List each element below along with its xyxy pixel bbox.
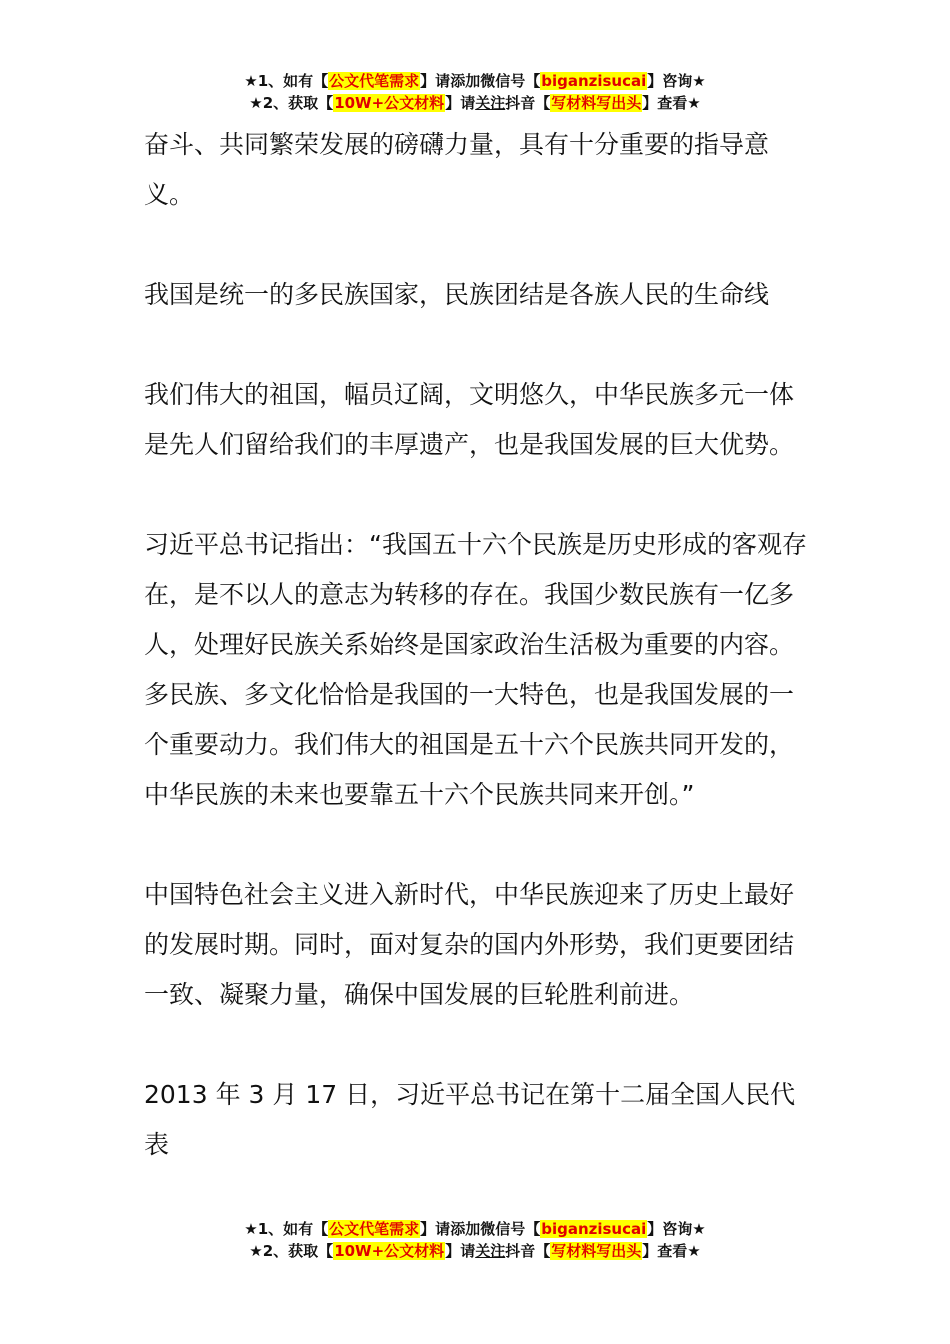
banner-text: ★2、获取【 bbox=[249, 1242, 334, 1260]
banner-highlight: 公文代笔需求 bbox=[329, 1220, 420, 1238]
banner-line-2 bbox=[0, 1240, 950, 1262]
banner-text: 】咨询★ bbox=[647, 72, 706, 90]
banner-text: 】查看★ bbox=[642, 1242, 701, 1260]
banner-text: 】查看★ bbox=[642, 94, 701, 112]
banner-emphasis: 关注 bbox=[475, 94, 506, 112]
banner-text: 】咨询★ bbox=[647, 1220, 706, 1238]
banner-line-2 bbox=[0, 92, 950, 114]
banner-text: 】请 bbox=[420, 1220, 451, 1238]
banner-text: ★2、获取【 bbox=[249, 94, 334, 112]
paragraph: 习近平总书记指出：“我国五十六个民族是历史形成的客观存在，是不以人的意志为转移的存在。我国少数民族有一亿多人，处理好民族关系始终是国家政治生活极为重要的内容。多民族、多文化恰恰是我国的一大特色，也是我国发展的一个重要动力。我们伟大的祖国是五十六个民族共同开发的，中华民族的未来也要靠五十六个民族共同来开创。” bbox=[144, 530, 807, 809]
paragraph: 中国特色社会主义进入新时代，中华民族迎来了历史上最好的发展时期。同时，面对复杂的国内外形势，我们更要团结一致、凝聚力量，确保中国发展的巨轮胜利前进。 bbox=[144, 880, 795, 1009]
banner-highlight: 写材料写出头 bbox=[551, 1242, 642, 1260]
document-body bbox=[144, 120, 814, 1170]
banner-text: ★1、如有【 bbox=[244, 1220, 329, 1238]
footer-banner bbox=[0, 1218, 950, 1262]
banner-text: 抖音【 bbox=[505, 94, 551, 112]
paragraph: 2013 年 3 月 17 日，习近平总书记在第十二届全国人民代表 bbox=[144, 1080, 796, 1159]
banner-emphasis: 添加 bbox=[450, 72, 481, 90]
banner-text: 微信号【 bbox=[480, 1220, 541, 1238]
banner-line-1 bbox=[0, 70, 950, 92]
paragraph: 奋斗、共同繁荣发展的磅礴力量，具有十分重要的指导意义。 bbox=[144, 130, 770, 209]
banner-text: 】请 bbox=[445, 94, 476, 112]
banner-highlight: 写材料写出头 bbox=[551, 94, 642, 112]
banner-highlight: biganzisucai bbox=[541, 72, 647, 90]
banner-highlight: biganzisucai bbox=[541, 1220, 647, 1238]
banner-emphasis: 关注 bbox=[475, 1242, 506, 1260]
banner-highlight: 10W+公文材料 bbox=[334, 94, 445, 112]
header-banner bbox=[0, 70, 950, 114]
banner-highlight: 公文代笔需求 bbox=[329, 72, 420, 90]
banner-text: 】请 bbox=[420, 72, 451, 90]
banner-text: 抖音【 bbox=[505, 1242, 551, 1260]
banner-text: ★1、如有【 bbox=[244, 72, 329, 90]
paragraph: 我们伟大的祖国，幅员辽阔，文明悠久，中华民族多元一体是先人们留给我们的丰厚遗产，也是我国发展的巨大优势。 bbox=[144, 380, 795, 459]
banner-text: 】请 bbox=[445, 1242, 476, 1260]
banner-highlight: 10W+公文材料 bbox=[334, 1242, 445, 1260]
banner-emphasis: 添加 bbox=[450, 1220, 481, 1238]
section-heading: 我国是统一的多民族国家，民族团结是各族人民的生命线 bbox=[144, 280, 770, 309]
banner-text: 微信号【 bbox=[480, 72, 541, 90]
banner-line-1 bbox=[0, 1218, 950, 1240]
